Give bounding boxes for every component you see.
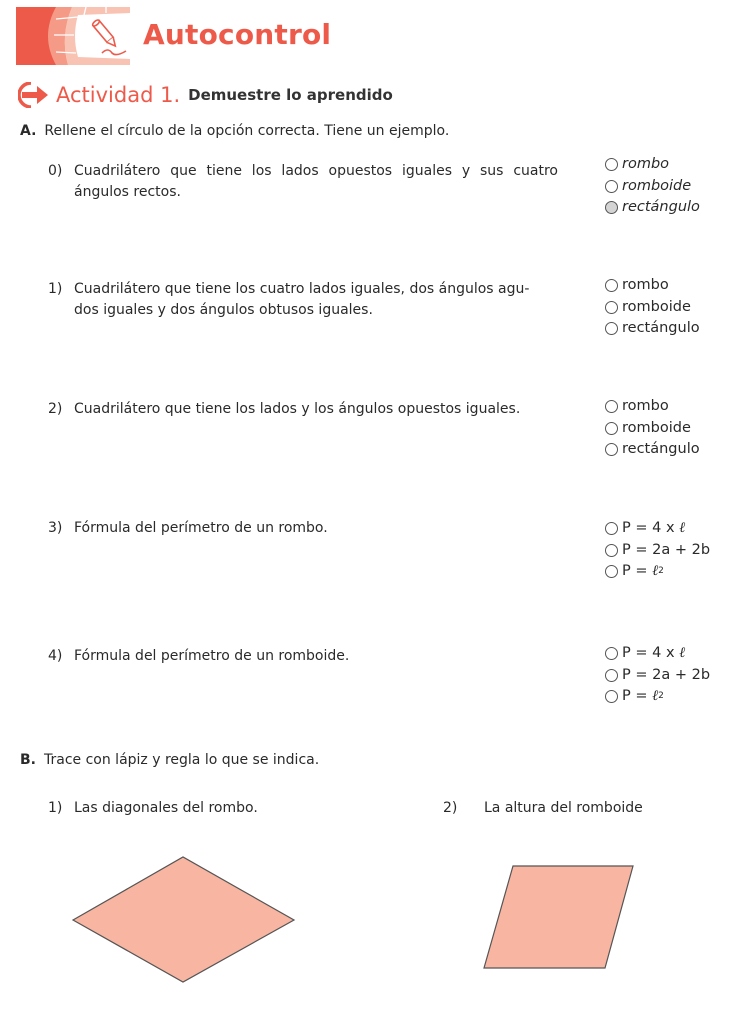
question-3	[48, 518, 558, 540]
option-romboide[interactable]	[605, 418, 700, 440]
radio-button[interactable]	[605, 400, 618, 413]
question-number: 2)	[48, 401, 63, 417]
option-rectangulo[interactable]	[605, 439, 700, 461]
question-number: 3)	[48, 520, 63, 536]
option-romboide[interactable]	[605, 297, 700, 319]
question-number: 0)	[48, 163, 63, 179]
exponent: 2	[658, 566, 664, 576]
radio-button[interactable]	[605, 522, 618, 535]
option-label: romboide	[622, 419, 691, 436]
task-text: Las diagonales del rombo.	[74, 800, 258, 816]
option-label: rombo	[622, 156, 670, 172]
question-0	[48, 161, 558, 205]
option-rombo[interactable]	[605, 396, 700, 418]
radio-button[interactable]	[605, 647, 618, 660]
question-text: Cuadrilátero que tiene los cuatro lados iguales, dos ángulos agu- dos iguales y dos ángulos obtusos iguales.	[74, 281, 530, 318]
radio-button[interactable]	[605, 565, 618, 578]
activity-subtitle: Demuestre lo aprendido	[188, 86, 393, 104]
radio-button[interactable]	[605, 443, 618, 456]
option-label: P = 2a + 2b	[622, 666, 711, 683]
globe-pencil-icon	[16, 7, 130, 65]
options-4	[605, 643, 710, 708]
option-label: rectángulo	[622, 441, 700, 457]
options-1	[605, 275, 700, 340]
radio-button[interactable]	[605, 690, 618, 703]
option-formula-2a2b[interactable]	[605, 540, 710, 562]
section-b-heading	[20, 752, 319, 768]
option-formula-2a2b[interactable]	[605, 665, 710, 687]
question-text: Cuadrilátero que tiene los lados y los ángulos opuestos iguales.	[74, 401, 521, 417]
option-label: P =	[622, 563, 653, 579]
option-label: rombo	[622, 398, 669, 414]
radio-button-filled[interactable]	[605, 201, 618, 214]
question-text: Fórmula del perímetro de un romboide.	[74, 648, 350, 664]
question-text: Fórmula del perímetro de un rombo.	[74, 520, 328, 536]
option-label: romboide	[622, 298, 691, 315]
radio-button[interactable]	[605, 669, 618, 682]
task-number: 1)	[48, 800, 63, 816]
option-label: rombo	[622, 277, 669, 293]
ell-symbol: ℓ	[652, 563, 659, 579]
section-letter: A.	[20, 123, 37, 139]
option-label: P = 2a + 2b	[622, 541, 711, 558]
option-romboide[interactable]	[605, 176, 700, 198]
parallelogram-shape[interactable]	[484, 866, 633, 968]
option-label: rectángulo	[622, 199, 700, 215]
question-4	[48, 646, 558, 668]
activity-header	[18, 80, 393, 110]
question-number: 4)	[48, 648, 63, 664]
option-formula-4l[interactable]	[605, 518, 710, 540]
ell-symbol: ℓ	[679, 520, 686, 536]
rhombus-shape[interactable]	[73, 857, 294, 982]
option-label: rectángulo	[622, 320, 700, 336]
options-0	[605, 154, 700, 219]
page-title: Autocontrol	[143, 18, 332, 51]
question-text: Cuadrilátero que tiene los lados opuestos iguales y sus cuatro ángulos rectos.	[74, 163, 558, 200]
option-label: P = 4 x	[622, 520, 680, 536]
radio-button[interactable]	[605, 544, 618, 557]
question-1	[48, 279, 558, 323]
option-formula-4l[interactable]	[605, 643, 710, 665]
question-number: 1)	[48, 281, 63, 297]
radio-button[interactable]	[605, 301, 618, 314]
options-3	[605, 518, 710, 583]
ell-symbol: ℓ	[679, 645, 686, 661]
radio-button[interactable]	[605, 422, 618, 435]
section-letter: B.	[20, 752, 36, 768]
exponent: 2	[658, 691, 664, 701]
question-2	[48, 399, 558, 421]
option-label: P =	[622, 688, 653, 704]
section-instruction: Rellene el círculo de la opción correcta. Tiene un ejemplo.	[44, 123, 450, 139]
section-instruction: Trace con lápiz y regla lo que se indica.	[44, 752, 320, 768]
task-number: 2)	[443, 800, 458, 816]
option-rombo[interactable]	[605, 154, 700, 176]
option-formula-l2[interactable]	[605, 561, 710, 583]
option-label: P = 4 x	[622, 645, 680, 661]
arrow-right-circle-icon	[18, 82, 50, 108]
radio-button[interactable]	[605, 322, 618, 335]
option-label: romboide	[622, 177, 692, 194]
task-2	[443, 798, 703, 820]
ell-symbol: ℓ	[652, 688, 659, 704]
option-rectangulo[interactable]	[605, 318, 700, 340]
options-2	[605, 396, 700, 461]
radio-button[interactable]	[605, 180, 618, 193]
activity-label: Actividad 1.	[56, 83, 181, 107]
option-formula-l2[interactable]	[605, 686, 710, 708]
option-rombo[interactable]	[605, 275, 700, 297]
radio-button[interactable]	[605, 279, 618, 292]
section-a-heading	[20, 123, 449, 139]
radio-button[interactable]	[605, 158, 618, 171]
task-text: La altura del romboide	[484, 800, 643, 816]
shapes-canvas	[0, 840, 743, 1000]
task-1	[48, 798, 348, 820]
option-rectangulo[interactable]	[605, 197, 700, 219]
